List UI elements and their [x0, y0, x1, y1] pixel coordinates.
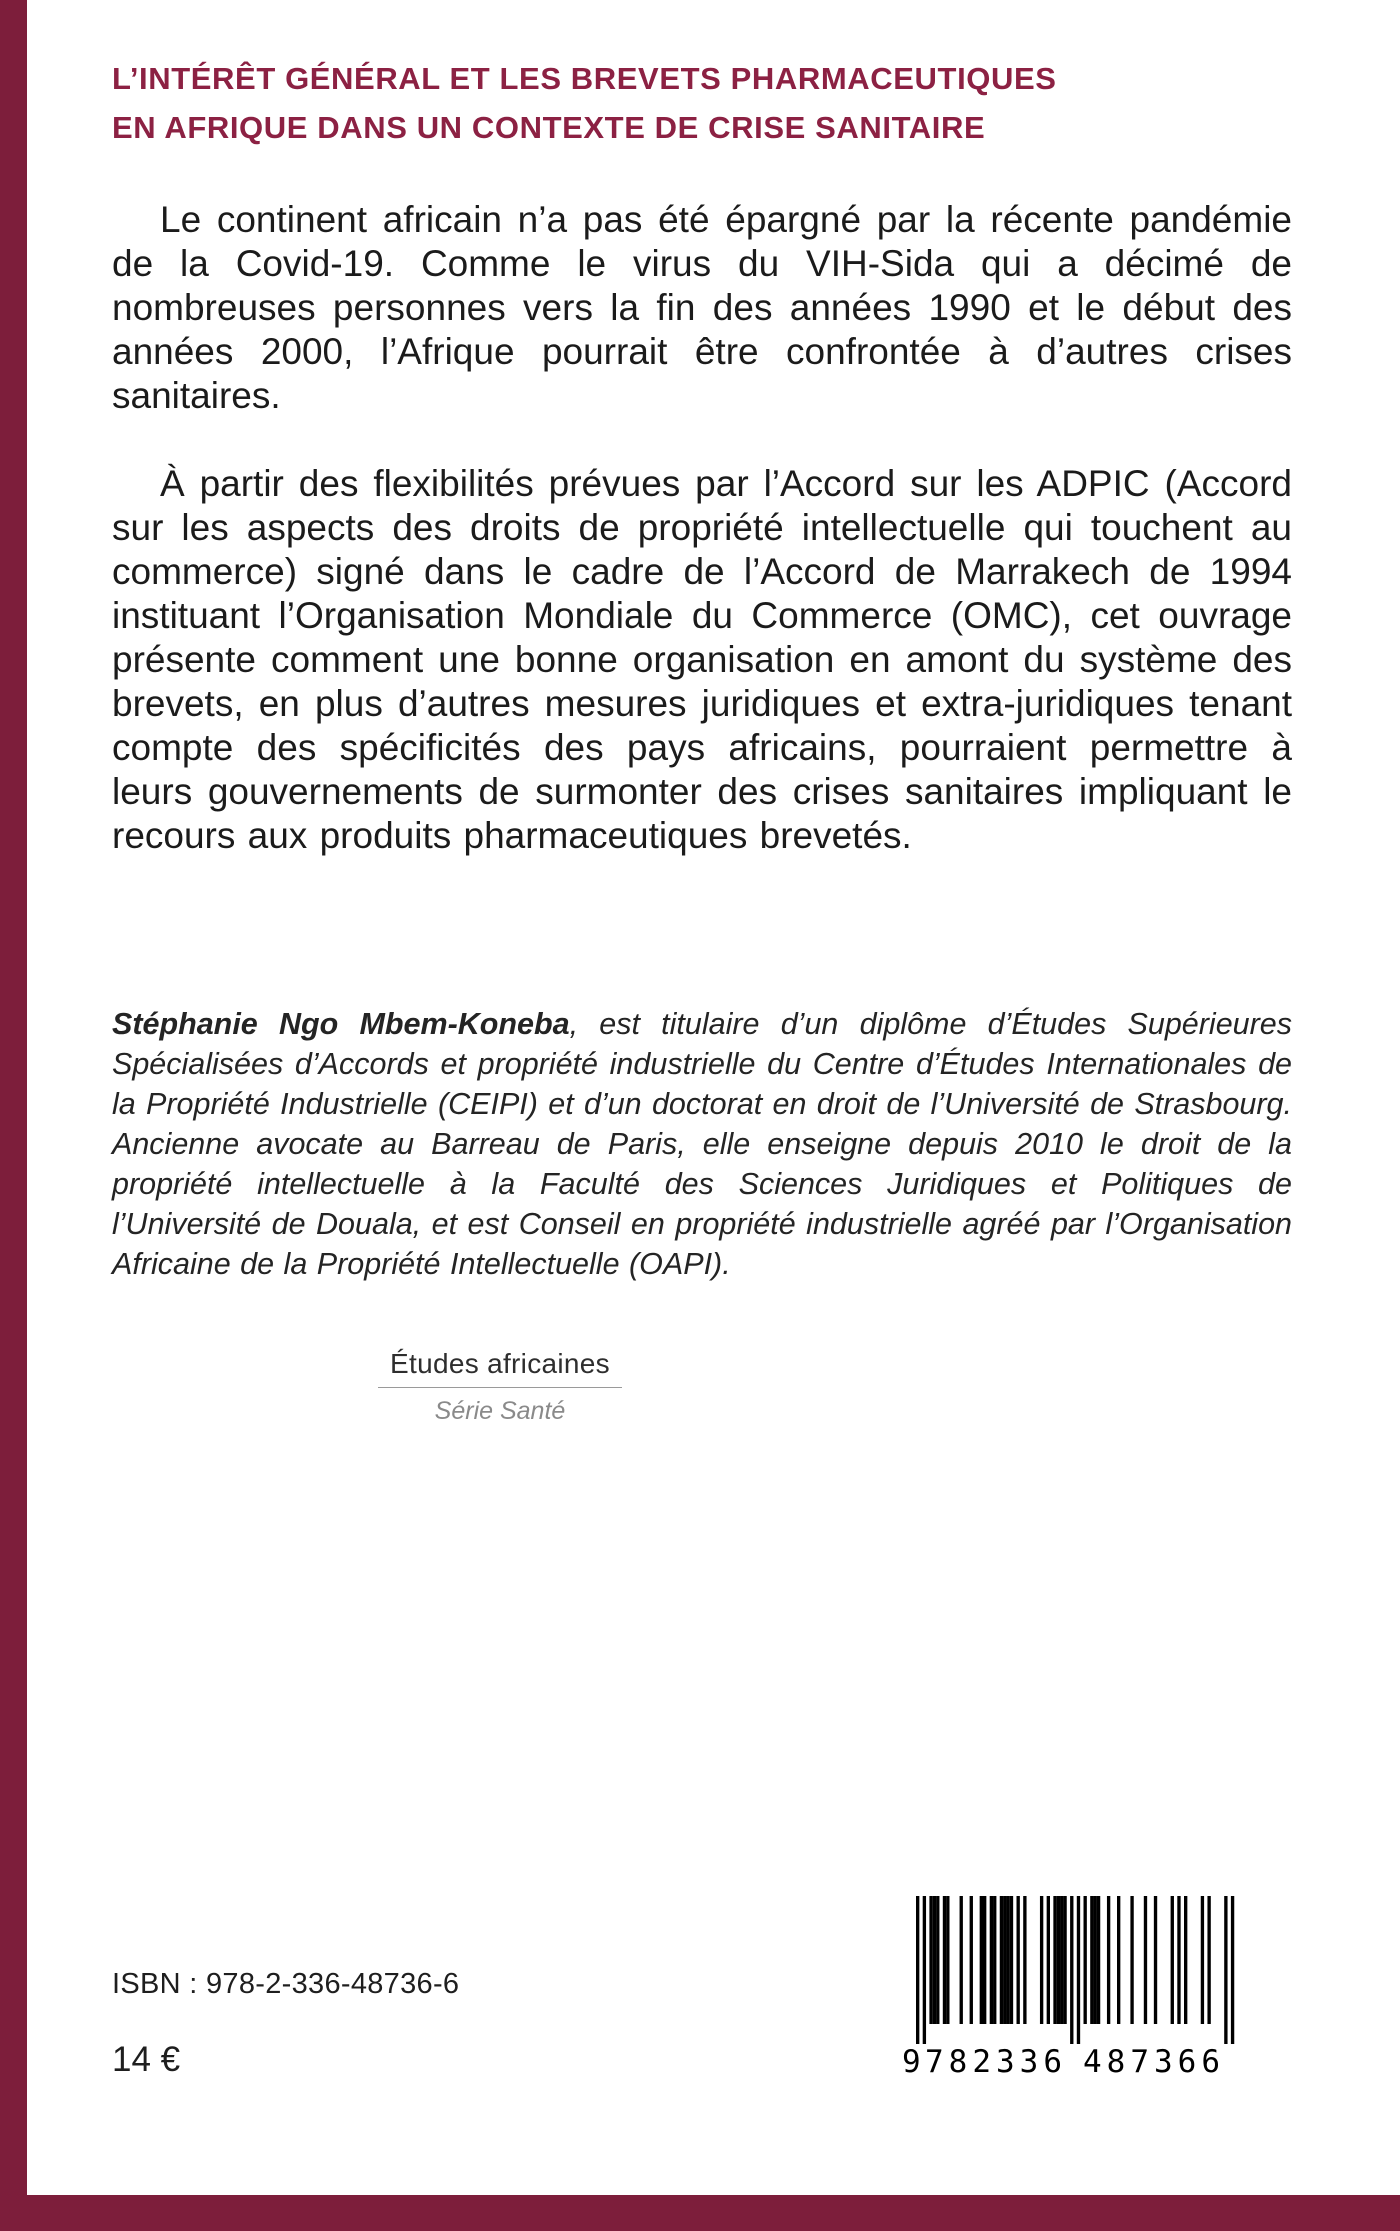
book-title-line-1: L’INTÉRÊT GÉNÉRAL ET LES BREVETS PHARMACEUTIQUES [112, 61, 1057, 96]
synopsis-paragraph-1: Le continent africain n’a pas été épargné par la récente pandémie de la Covid-19. Comme le virus du VIH-Sida qui a décimé de nombreuses personnes vers la fin des années 1990 et le début des années 2000, l’Afrique pourrait être confrontée à d’autres crises sanitaires. [112, 199, 1292, 416]
author-name: Stéphanie Ngo Mbem-Koneba [112, 1007, 570, 1041]
collection-series: Série Santé [434, 1397, 566, 1425]
bottom-accent-bar [0, 2195, 1400, 2231]
book-title [112, 54, 1307, 152]
book-title-line-2: EN AFRIQUE DANS UN CONTEXTE DE CRISE SANITAIRE [112, 110, 986, 145]
barcode [902, 1896, 1246, 2082]
price-text: 14 € [112, 2040, 181, 2079]
author-bio [112, 1004, 1292, 1284]
collection-block [110, 1348, 890, 1426]
isbn-text: ISBN : 978-2-336-48736-6 [112, 1968, 460, 2000]
left-accent-stripe [0, 0, 27, 2231]
svg-text:9: 9 [902, 2044, 926, 2080]
collection-name-row [110, 1348, 890, 1388]
svg-text:487366: 487366 [1083, 2044, 1225, 2080]
collection-name: Études africaines [378, 1348, 622, 1388]
synopsis-paragraph-2: À partir des flexibilités prévues par l’Accord sur les ADPIC (Accord sur les aspects des droits de propriété intellectuelle qui touchent au commerce) signé dans le cadre de l’Accord de Marrakech de 1994 instituant l’Organisation Mondiale du Commerce (OMC), cet ouvrage présente comment une bonne organisation en amont du système des brevets, en plus d’autres mesures juridiques et extra-juridiques tenant compte des spécificités des pays africains, pourraient permettre à leurs gouvernements de surmonter des crises sanitaires impliquant le recours aux produits pharmaceutiques brevetés. [112, 463, 1292, 856]
svg-text:782336: 782336 [925, 2044, 1067, 2080]
author-bio-text: , est titulaire d’un diplôme d’Études Supérieures Spécialisées d’Accords et propriété industrielle du Centre d’Études Internationales de la Propriété Industrielle (CEIPI) et d’un doctorat en droit de l’Université de Strasbourg. Ancienne avocate au Barreau de Paris, elle enseigne depuis 2010 le droit de la propriété intellectuelle à la Faculté des Sciences Juridiques et Politiques de l’Université de Douala, et est Conseil en propriété industrielle agréé par l’Organisation Africaine de la Propriété Intellectuelle (OAPI). [112, 1007, 1292, 1281]
